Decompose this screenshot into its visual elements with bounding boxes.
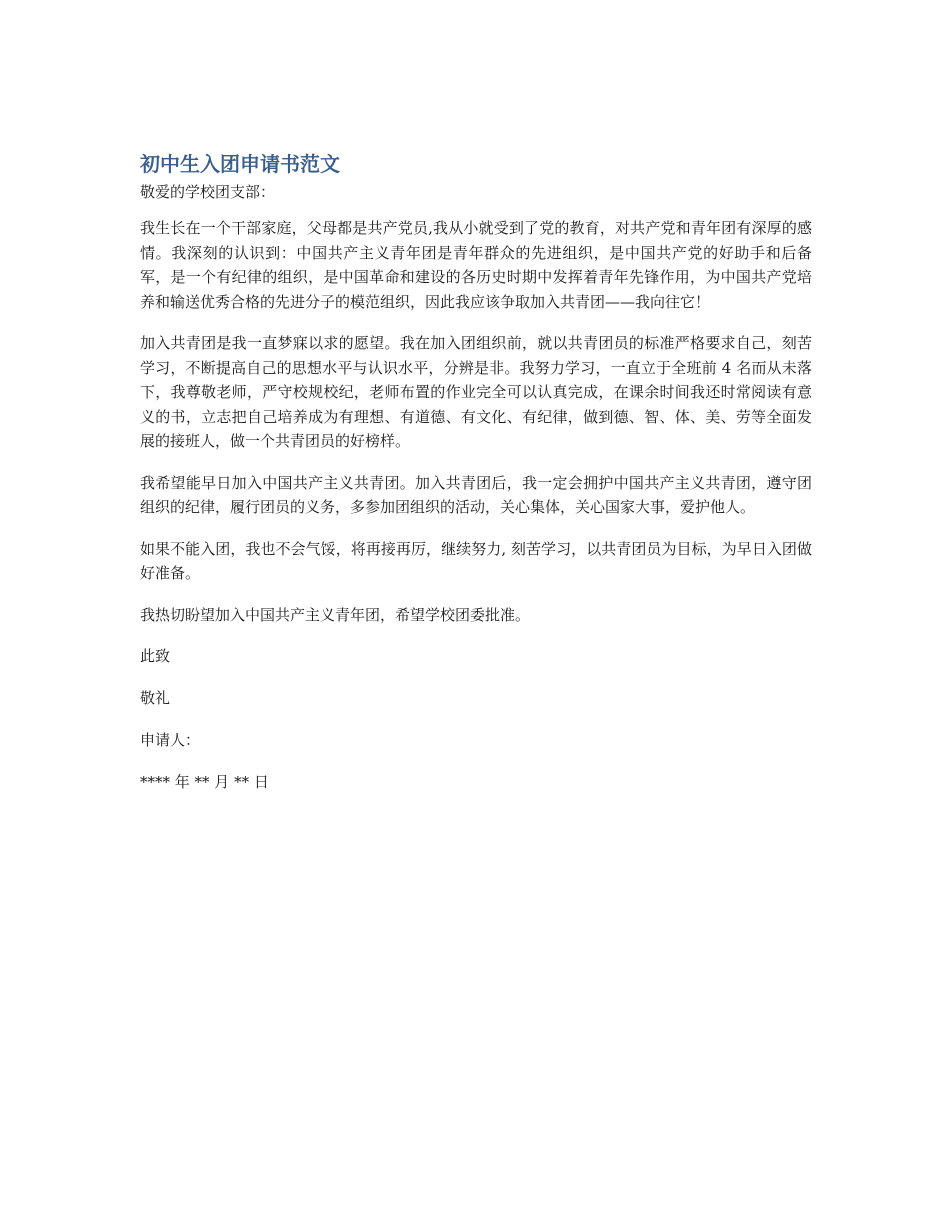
body-paragraph-5: 我热切盼望加入中国共产主义青年团，希望学校团委批准。 bbox=[140, 605, 531, 624]
closing-greeting: 此致 bbox=[140, 647, 171, 665]
document-title: 初中生入团申请书范文 bbox=[140, 152, 340, 176]
body-paragraph-1: 我生长在一个干部家庭，父母都是共产党员,我从小就受到了党的教育，对共产党和青年团有深厚的感情。我深刻的认识到：中国共产主义青年团是青年群众的先进组织，是中国共产党的好助手和后备军，是一个有纪律的组织，是中国革命和建设的各历史时期中发挥着青年先锋作用，为中国共产党培养和输送优秀合格的先进分子的模范组织，因此我应该争取加入共青团——我向往它！ bbox=[140, 219, 812, 311]
body-paragraph-4: 如果不能入团，我也不会气馁，将再接再厉，继续努力, 刻苦学习，以共青团员为目标，为早日入团做好准备。 bbox=[140, 539, 812, 582]
body-paragraph-3: 我希望能早日加入中国共产主义共青团。加入共青团后，我一定会拥护中国共产主义共青团，遵守团组织的纪律，履行团员的义务，多参加团组织的活动，关心集体，关心国家大事，爱护他人。 bbox=[140, 473, 812, 516]
body-paragraph-2: 加入共青团是我一直梦寐以求的愿望。我在加入团组织前，就以共青团员的标准严格要求自己，刻苦学习，不断提高自己的思想水平与认识水平，分辨是非。我努力学习，一直立于全班前 4 名而从未落下，我尊敬老师，严守校规校纪，老师布置的作业完全可以认真完成，在课余时间我还时常阅读有意义的书，立志把自己培养成为有理想、有道德、有文化、有纪律，做到德、智、体、美、劳等全面发展的接班人，做一个共青团员的好榜样。 bbox=[140, 334, 812, 450]
applicant-line: 申请人： bbox=[140, 731, 201, 749]
closing-salute: 敬礼 bbox=[140, 689, 171, 707]
document-page bbox=[140, 150, 812, 812]
date-line: **** 年 ** 月 ** 日 bbox=[140, 773, 269, 791]
salutation: 敬爱的学校团支部： bbox=[140, 183, 276, 201]
